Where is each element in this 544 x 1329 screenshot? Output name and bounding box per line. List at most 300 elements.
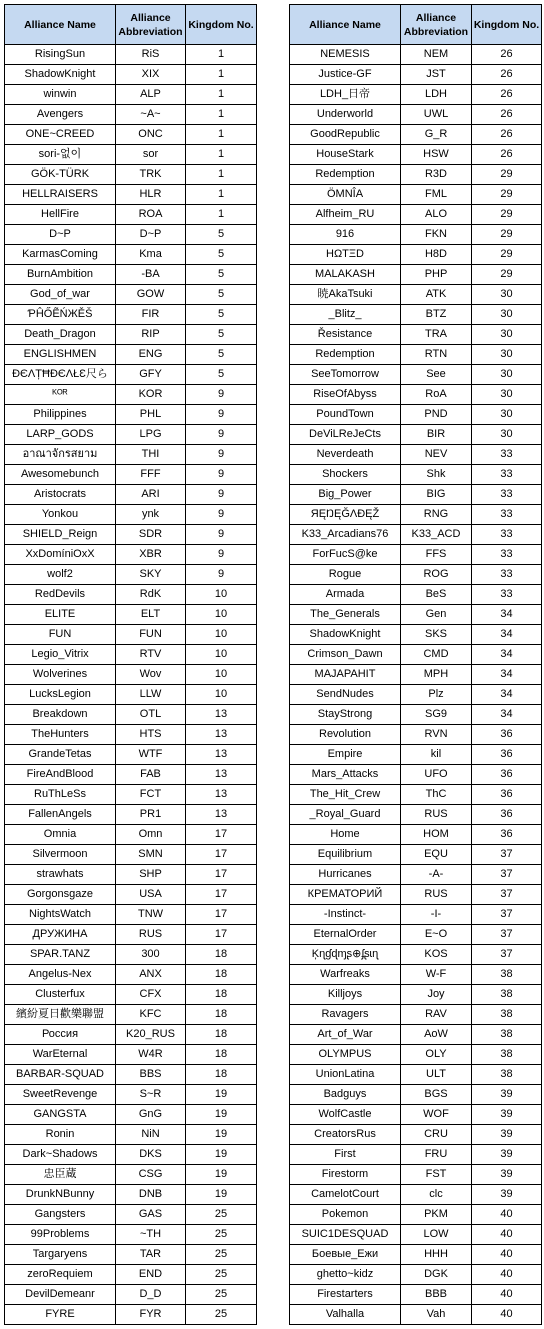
kingdom-number-cell: 40: [472, 1205, 542, 1225]
kingdom-number-cell: 39: [472, 1165, 542, 1185]
alliance-name-cell: UnionLatina: [290, 1065, 401, 1085]
table-row: [5, 465, 257, 485]
table-row: [290, 105, 542, 125]
alliance-name-cell: HΩTΞD: [290, 245, 401, 265]
table-row: [290, 1265, 542, 1285]
alliance-name-cell: RiseOfAbyss: [290, 385, 401, 405]
alliance-name-cell: DrunkNBunny: [5, 1185, 116, 1205]
alliance-name-cell: HellFire: [5, 205, 116, 225]
kingdom-number-cell: 10: [186, 585, 257, 605]
alliance-abbreviation-cell: FFS: [401, 545, 472, 565]
kingdom-number-cell: 5: [186, 305, 257, 325]
alliance-name-cell: Řesistance: [290, 325, 401, 345]
kingdom-number-cell: 5: [186, 285, 257, 305]
table-row: [5, 145, 257, 165]
alliance-name-cell: The_Generals: [290, 605, 401, 625]
header-alliance-abbreviation: Alliance Abbreviation: [116, 5, 186, 45]
kingdom-number-cell: 9: [186, 485, 257, 505]
alliance-name-cell: RuThLeSs: [5, 785, 116, 805]
alliance-abbreviation-cell: MPH: [401, 665, 472, 685]
alliance-abbreviation-cell: FCT: [116, 785, 186, 805]
alliance-name-cell: Ravagers: [290, 1005, 401, 1025]
alliance-abbreviation-cell: ~A~: [116, 105, 186, 125]
table-row: [5, 765, 257, 785]
table-row: [5, 1245, 257, 1265]
table-row: [5, 365, 257, 385]
kingdom-number-cell: 36: [472, 805, 542, 825]
alliance-table-left-body: [5, 45, 257, 1325]
kingdom-number-cell: 10: [186, 685, 257, 705]
alliance-name-cell: Philippines: [5, 405, 116, 425]
table-row: [290, 945, 542, 965]
alliance-abbreviation-cell: GnG: [116, 1105, 186, 1125]
alliance-name-cell: ĐЄΛȚĦĐЄΛŁƐ尺ら: [5, 365, 116, 385]
kingdom-number-cell: 17: [186, 885, 257, 905]
kingdom-number-cell: 29: [472, 225, 542, 245]
alliance-abbreviation-cell: KOS: [401, 945, 472, 965]
kingdom-number-cell: 10: [186, 605, 257, 625]
kingdom-number-cell: 37: [472, 925, 542, 945]
alliance-abbreviation-cell: LPG: [116, 425, 186, 445]
alliance-abbreviation-cell: sor: [116, 145, 186, 165]
kingdom-number-cell: 38: [472, 1045, 542, 1065]
kingdom-number-cell: 34: [472, 705, 542, 725]
table-row: [290, 1125, 542, 1145]
header-kingdom-no: Kingdom No.: [472, 5, 542, 45]
kingdom-number-cell: 25: [186, 1225, 257, 1245]
table-row: [290, 625, 542, 645]
table-row: [5, 205, 257, 225]
alliance-abbreviation-cell: Omn: [116, 825, 186, 845]
kingdom-number-cell: 5: [186, 365, 257, 385]
table-row: [5, 1185, 257, 1205]
alliance-name-cell: Firestarters: [290, 1285, 401, 1305]
alliance-abbreviation-cell: NEM: [401, 45, 472, 65]
alliance-name-cell: 916: [290, 225, 401, 245]
kingdom-number-cell: 29: [472, 265, 542, 285]
alliance-abbreviation-cell: BIR: [401, 425, 472, 445]
kingdom-number-cell: 1: [186, 145, 257, 165]
alliance-name-cell: ONE~CREED: [5, 125, 116, 145]
kingdom-number-cell: 9: [186, 525, 257, 545]
alliance-abbreviation-cell: ENG: [116, 345, 186, 365]
alliance-name-cell: Badguys: [290, 1085, 401, 1105]
alliance-name-cell: LDH_日帝: [290, 85, 401, 105]
alliance-name-cell: WolfCastle: [290, 1105, 401, 1125]
alliance-abbreviation-cell: BTZ: [401, 305, 472, 325]
kingdom-number-cell: 38: [472, 1005, 542, 1025]
table-row: [290, 565, 542, 585]
alliance-abbreviation-cell: H8D: [401, 245, 472, 265]
alliance-abbreviation-cell: SKY: [116, 565, 186, 585]
alliance-abbreviation-cell: WTF: [116, 745, 186, 765]
table-row: [290, 65, 542, 85]
kingdom-number-cell: 30: [472, 305, 542, 325]
table-row: [290, 225, 542, 245]
kingdom-number-cell: 25: [186, 1285, 257, 1305]
alliance-abbreviation-cell: RTV: [116, 645, 186, 665]
table-row: [5, 265, 257, 285]
alliance-name-cell: FYRE: [5, 1305, 116, 1325]
alliance-abbreviation-cell: Kma: [116, 245, 186, 265]
table-row: [290, 1185, 542, 1205]
alliance-abbreviation-cell: R3D: [401, 165, 472, 185]
table-row: [5, 885, 257, 905]
alliance-abbreviation-cell: RVN: [401, 725, 472, 745]
alliance-name-cell: _Royal_Guard: [290, 805, 401, 825]
table-row: [5, 1005, 257, 1025]
alliance-name-cell: ENGLISHMEN: [5, 345, 116, 365]
kingdom-number-cell: 29: [472, 245, 542, 265]
alliance-abbreviation-cell: RNG: [401, 505, 472, 525]
alliance-name-cell: Neverdeath: [290, 445, 401, 465]
alliance-name-cell: Mars_Attacks: [290, 765, 401, 785]
kingdom-number-cell: 33: [472, 545, 542, 565]
kingdom-number-cell: 26: [472, 105, 542, 125]
alliance-abbreviation-cell: D_D: [116, 1285, 186, 1305]
table-row: [290, 1245, 542, 1265]
alliance-abbreviation-cell: S~R: [116, 1085, 186, 1105]
table-row: [5, 285, 257, 305]
alliance-name-cell: Россия: [5, 1025, 116, 1045]
kingdom-number-cell: 5: [186, 265, 257, 285]
kingdom-number-cell: 5: [186, 325, 257, 345]
table-row: [5, 1265, 257, 1285]
kingdom-number-cell: 1: [186, 65, 257, 85]
alliance-name-cell: Omnia: [5, 825, 116, 845]
table-row: [5, 645, 257, 665]
kingdom-number-cell: 34: [472, 605, 542, 625]
table-row: [290, 385, 542, 405]
alliance-abbreviation-cell: PHP: [401, 265, 472, 285]
alliance-abbreviation-cell: FYR: [116, 1305, 186, 1325]
alliance-abbreviation-cell: ELT: [116, 605, 186, 625]
table-row: [5, 705, 257, 725]
table-row: [290, 925, 542, 945]
kingdom-number-cell: 34: [472, 645, 542, 665]
table-row: [290, 1025, 542, 1045]
alliance-name-cell: Pokemon: [290, 1205, 401, 1225]
alliance-abbreviation-cell: KFC: [116, 1005, 186, 1025]
alliance-name-cell: HouseStark: [290, 145, 401, 165]
kingdom-number-cell: 9: [186, 565, 257, 585]
alliance-name-cell: NEMESIS: [290, 45, 401, 65]
alliance-name-cell: Armada: [290, 585, 401, 605]
table-row: [5, 1165, 257, 1185]
alliance-abbreviation-cell: BIG: [401, 485, 472, 505]
alliance-abbreviation-cell: RiS: [116, 45, 186, 65]
table-row: [5, 305, 257, 325]
table-row: [5, 505, 257, 525]
kingdom-number-cell: 18: [186, 965, 257, 985]
table-row: [290, 305, 542, 325]
alliance-name-cell: EternalOrder: [290, 925, 401, 945]
alliance-name-cell: OLYMPUS: [290, 1045, 401, 1065]
alliance-abbreviation-cell: -BA: [116, 265, 186, 285]
table-row: [290, 1065, 542, 1085]
alliance-abbreviation-cell: CMD: [401, 645, 472, 665]
table-row: [290, 905, 542, 925]
kingdom-number-cell: 19: [186, 1085, 257, 1105]
alliance-abbreviation-cell: G_R: [401, 125, 472, 145]
table-row: [290, 1205, 542, 1225]
kingdom-number-cell: 1: [186, 165, 257, 185]
alliance-abbreviation-cell: RIP: [116, 325, 186, 345]
alliance-abbreviation-cell: HHH: [401, 1245, 472, 1265]
kingdom-number-cell: 1: [186, 125, 257, 145]
alliance-abbreviation-cell: LLW: [116, 685, 186, 705]
alliance-name-cell: XxDomíniOxX: [5, 545, 116, 565]
table-row: [290, 125, 542, 145]
alliance-name-cell: The_Hit_Crew: [290, 785, 401, 805]
alliance-name-cell: SHIELD_Reign: [5, 525, 116, 545]
alliance-name-cell: Death_Dragon: [5, 325, 116, 345]
alliance-name-cell: Wolverines: [5, 665, 116, 685]
kingdom-number-cell: 19: [186, 1165, 257, 1185]
kingdom-number-cell: 37: [472, 905, 542, 925]
table-row: [290, 1145, 542, 1165]
kingdom-number-cell: 30: [472, 405, 542, 425]
alliance-abbreviation-cell: RUS: [116, 925, 186, 945]
kingdom-number-cell: 18: [186, 1025, 257, 1045]
alliance-name-cell: StayStrong: [290, 705, 401, 725]
table-row: [5, 345, 257, 365]
alliance-abbreviation-cell: RAV: [401, 1005, 472, 1025]
alliance-name-cell: Avengers: [5, 105, 116, 125]
kingdom-number-cell: 10: [186, 665, 257, 685]
table-row: [290, 1045, 542, 1065]
table-row: [290, 285, 542, 305]
alliance-name-cell: _Blitz_: [290, 305, 401, 325]
table-row: [290, 1105, 542, 1125]
alliance-abbreviation-cell: FAB: [116, 765, 186, 785]
alliance-name-cell: Alfheim_RU: [290, 205, 401, 225]
alliance-abbreviation-cell: RUS: [401, 885, 472, 905]
alliance-name-cell: D~P: [5, 225, 116, 245]
alliance-name-cell: CamelotCourt: [290, 1185, 401, 1205]
table-row: [5, 425, 257, 445]
alliance-abbreviation-cell: UWL: [401, 105, 472, 125]
kingdom-number-cell: 33: [472, 505, 542, 525]
alliance-name-cell: zeroRequiem: [5, 1265, 116, 1285]
table-row: [5, 845, 257, 865]
table-row: [290, 165, 542, 185]
table-row: [5, 785, 257, 805]
kingdom-number-cell: 38: [472, 965, 542, 985]
kingdom-number-cell: 34: [472, 625, 542, 645]
alliance-name-cell: winwin: [5, 85, 116, 105]
kingdom-number-cell: 18: [186, 1045, 257, 1065]
table-row: [290, 805, 542, 825]
alliance-name-cell: ShadowKnight: [5, 65, 116, 85]
table-row: [290, 545, 542, 565]
kingdom-number-cell: 10: [186, 625, 257, 645]
kingdom-number-cell: 30: [472, 365, 542, 385]
table-row: [5, 1065, 257, 1085]
table-row: [290, 345, 542, 365]
alliance-abbreviation-cell: GAS: [116, 1205, 186, 1225]
alliance-name-cell: ForFucS@ke: [290, 545, 401, 565]
table-row: [290, 705, 542, 725]
kingdom-number-cell: 13: [186, 705, 257, 725]
alliance-name-cell: ЯĘŊĘĞΛĐĘŽ: [290, 505, 401, 525]
alliance-table-left: [4, 4, 257, 1325]
alliance-abbreviation-cell: XBR: [116, 545, 186, 565]
table-row: [290, 585, 542, 605]
alliance-name-cell: Aristocrats: [5, 485, 116, 505]
table-row: [290, 1165, 542, 1185]
alliance-name-cell: HELLRAISERS: [5, 185, 116, 205]
table-row: [290, 85, 542, 105]
kingdom-number-cell: 29: [472, 185, 542, 205]
alliance-name-cell: GrandeTetas: [5, 745, 116, 765]
kingdom-number-cell: 17: [186, 845, 257, 865]
alliance-name-cell: SeeTomorrow: [290, 365, 401, 385]
alliance-name-cell: SendNudes: [290, 685, 401, 705]
alliance-name-cell: God_of_war: [5, 285, 116, 305]
alliance-name-cell: MALAKASH: [290, 265, 401, 285]
table-row: [290, 145, 542, 165]
alliance-name-cell: Targaryens: [5, 1245, 116, 1265]
alliance-name-cell: SweetRevenge: [5, 1085, 116, 1105]
kingdom-number-cell: 37: [472, 845, 542, 865]
alliance-abbreviation-cell: GOW: [116, 285, 186, 305]
alliance-abbreviation-cell: PHL: [116, 405, 186, 425]
kingdom-number-cell: 5: [186, 225, 257, 245]
table-row: [290, 185, 542, 205]
kingdom-number-cell: 36: [472, 745, 542, 765]
alliance-name-cell: strawhats: [5, 865, 116, 885]
kingdom-number-cell: 36: [472, 725, 542, 745]
kingdom-number-cell: 19: [186, 1105, 257, 1125]
kingdom-number-cell: 37: [472, 885, 542, 905]
kingdom-number-cell: 5: [186, 245, 257, 265]
alliance-name-cell: Ronin: [5, 1125, 116, 1145]
alliance-abbreviation-cell: SMN: [116, 845, 186, 865]
alliance-name-cell: 繽紛夏日歡樂聯盟: [5, 1005, 116, 1025]
kingdom-number-cell: 1: [186, 205, 257, 225]
table-row: [290, 845, 542, 865]
alliance-name-cell: KarmasComing: [5, 245, 116, 265]
table-row: [5, 625, 257, 645]
kingdom-number-cell: 39: [472, 1105, 542, 1125]
kingdom-number-cell: 19: [186, 1125, 257, 1145]
table-row: [290, 505, 542, 525]
alliance-name-cell: SPAR.TANZ: [5, 945, 116, 965]
alliance-name-cell: -Instinct-: [290, 905, 401, 925]
kingdom-number-cell: 25: [186, 1205, 257, 1225]
header-alliance-name: Alliance Name: [290, 5, 401, 45]
kingdom-number-cell: 9: [186, 405, 257, 425]
table-row: [5, 905, 257, 925]
alliance-abbreviation-cell: CFX: [116, 985, 186, 1005]
kingdom-number-cell: 40: [472, 1225, 542, 1245]
alliance-abbreviation-cell: KOR: [116, 385, 186, 405]
alliance-abbreviation-cell: Gen: [401, 605, 472, 625]
table-row: [290, 1005, 542, 1025]
table-row: [290, 1225, 542, 1245]
alliance-abbreviation-cell: ALO: [401, 205, 472, 225]
alliance-name-cell: КРЕМАТОРИЙ: [290, 885, 401, 905]
alliance-abbreviation-cell: OTL: [116, 705, 186, 725]
table-row: [290, 205, 542, 225]
alliance-abbreviation-cell: CSG: [116, 1165, 186, 1185]
kingdom-number-cell: 1: [186, 105, 257, 125]
alliance-name-cell: Dark~Shadows: [5, 1145, 116, 1165]
header-kingdom-no: Kingdom No.: [186, 5, 257, 45]
table-row: [5, 385, 257, 405]
table-row: [290, 785, 542, 805]
alliance-abbreviation-cell: ynk: [116, 505, 186, 525]
kingdom-number-cell: 9: [186, 545, 257, 565]
table-row: [5, 85, 257, 105]
alliance-name-cell: RedDevils: [5, 585, 116, 605]
alliance-abbreviation-cell: END: [116, 1265, 186, 1285]
table-row: [5, 1205, 257, 1225]
table-row: [5, 1045, 257, 1065]
alliance-name-cell: 忠臣蔵: [5, 1165, 116, 1185]
table-row: [290, 985, 542, 1005]
alliance-name-cell: ДРУЖИНА: [5, 925, 116, 945]
kingdom-number-cell: 17: [186, 825, 257, 845]
kingdom-number-cell: 17: [186, 905, 257, 925]
alliance-name-cell: WarEternal: [5, 1045, 116, 1065]
alliance-abbreviation-cell: DKS: [116, 1145, 186, 1165]
alliance-name-cell: Home: [290, 825, 401, 845]
table-row: [290, 525, 542, 545]
table-row: [5, 105, 257, 125]
table-row: [290, 425, 542, 445]
kingdom-number-cell: 19: [186, 1185, 257, 1205]
table-row: [5, 225, 257, 245]
table-row: [5, 1105, 257, 1125]
table-row: [290, 265, 542, 285]
kingdom-number-cell: 40: [472, 1285, 542, 1305]
alliance-name-cell: ShadowKnight: [290, 625, 401, 645]
alliance-abbreviation-cell: FST: [401, 1165, 472, 1185]
alliance-name-cell: Silvermoon: [5, 845, 116, 865]
alliance-abbreviation-cell: W-F: [401, 965, 472, 985]
alliance-abbreviation-cell: ANX: [116, 965, 186, 985]
alliance-abbreviation-cell: JST: [401, 65, 472, 85]
kingdom-number-cell: 25: [186, 1305, 257, 1325]
alliance-name-cell: K33_Arcadians76: [290, 525, 401, 545]
table-row: [290, 365, 542, 385]
table-row: [5, 45, 257, 65]
alliance-abbreviation-cell: ROA: [116, 205, 186, 225]
kingdom-number-cell: 13: [186, 785, 257, 805]
table-row: [5, 525, 257, 545]
alliance-name-cell: Underworld: [290, 105, 401, 125]
table-row: [5, 1085, 257, 1105]
alliance-abbreviation-cell: ThC: [401, 785, 472, 805]
kingdom-number-cell: 40: [472, 1265, 542, 1285]
kingdom-number-cell: 18: [186, 985, 257, 1005]
alliance-name-cell: Gorgonsgaze: [5, 885, 116, 905]
alliance-name-cell: GoodRepublic: [290, 125, 401, 145]
alliance-abbreviation-cell: SKS: [401, 625, 472, 645]
alliance-table-right-body: [290, 45, 542, 1325]
table-row: [290, 645, 542, 665]
alliance-name-cell: Awesomebunch: [5, 465, 116, 485]
alliance-abbreviation-cell: BeS: [401, 585, 472, 605]
alliance-name-cell: sori-없이: [5, 145, 116, 165]
alliance-abbreviation-cell: HLR: [116, 185, 186, 205]
alliance-name-cell: LARP_GODS: [5, 425, 116, 445]
kingdom-number-cell: 33: [472, 485, 542, 505]
alliance-abbreviation-cell: BBS: [116, 1065, 186, 1085]
alliance-abbreviation-cell: USA: [116, 885, 186, 905]
